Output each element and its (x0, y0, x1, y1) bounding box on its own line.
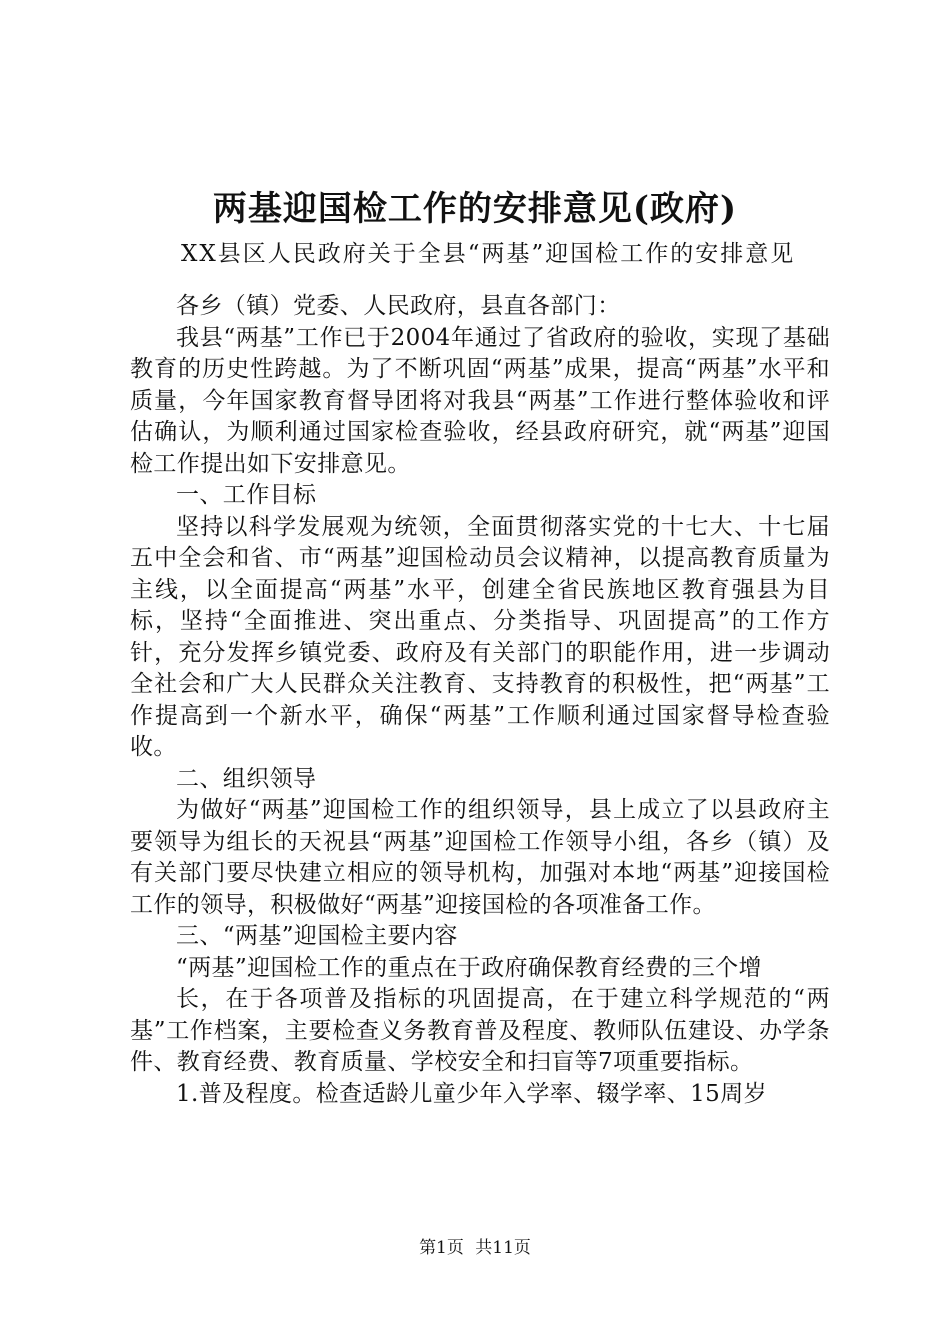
heading-main-content: 三、“两基”迎国检主要内容 (176, 923, 458, 949)
paragraph-main-content-2: 长，在于各项普及指标的巩固提高，在于建立科学规范的“两基”工作档案，主要检查义务教育普及程度、教师队伍建设、办学条件、教育经费、教育质量、学校安全和扫盲等7项重要指标。 (130, 986, 830, 1075)
paragraph-intro: 我县“两基”工作已于2004年通过了省政府的验收，实现了基础教育的历史性跨越。为了不断巩固“两基”成果，提高“两基”水平和质量，今年国家教育督导团将对我县“两基”工作进行整体验收和评估确认，为顺利通过国家检查验收，经县政府研究，就“两基”迎国检工作提出如下安排意见。 (130, 324, 830, 477)
page-footer (0, 1236, 950, 1260)
paragraph-salutation: 各乡（镇）党委、人民政府，县直各部门： (176, 293, 621, 319)
document-title: 两基迎国检工作的安排意见(政府) (212, 189, 738, 229)
document-subtitle: XX县区人民政府关于全县“两基”迎国检工作的安排意见 (181, 241, 796, 267)
paragraph-organization: 为做好“两基”迎国检工作的组织领导，县上成立了以县政府主要领导为组长的天祝县“两基”迎国检工作领导小组，各乡（镇）及有关部门要尽快建立相应的领导机构，加强对本地“两基”迎接国检工作的领导，积极做好“两基”迎接国检的各项准备工作。 (130, 797, 830, 918)
paragraph-main-content-1: “两基”迎国检工作的重点在于政府确保教育经费的三个增 (176, 954, 762, 981)
page-total: 共11页 (475, 1238, 531, 1258)
document-body (130, 291, 830, 1110)
heading-organization: 二、组织领导 (176, 765, 317, 792)
heading-work-goal: 一、工作目标 (176, 482, 317, 508)
paragraph-work-goal: 坚持以科学发展观为统领，全面贯彻落实党的十七大、十七届五中全会和省、市“两基”迎国检动员会议精神，以提高教育质量为主线，以全面提高“两基”水平，创建全省民族地区教育强县为目标，坚持“全面推进、突出重点、分类指导、巩固提高”的工作方针，充分发挥乡镇党委、政府及有关部门的职能作用，进一步调动全社会和广大人民群众关注教育、支持教育的积极性，把“两基”工作提高到一个新水平，确保“两基”工作顺利通过国家督导检查验收。 (130, 513, 830, 760)
paragraph-item-1: 1.普及程度。检查适龄儿童少年入学率、辍学率、15周岁 (176, 1080, 768, 1107)
page-number: 第1页 (419, 1238, 464, 1258)
